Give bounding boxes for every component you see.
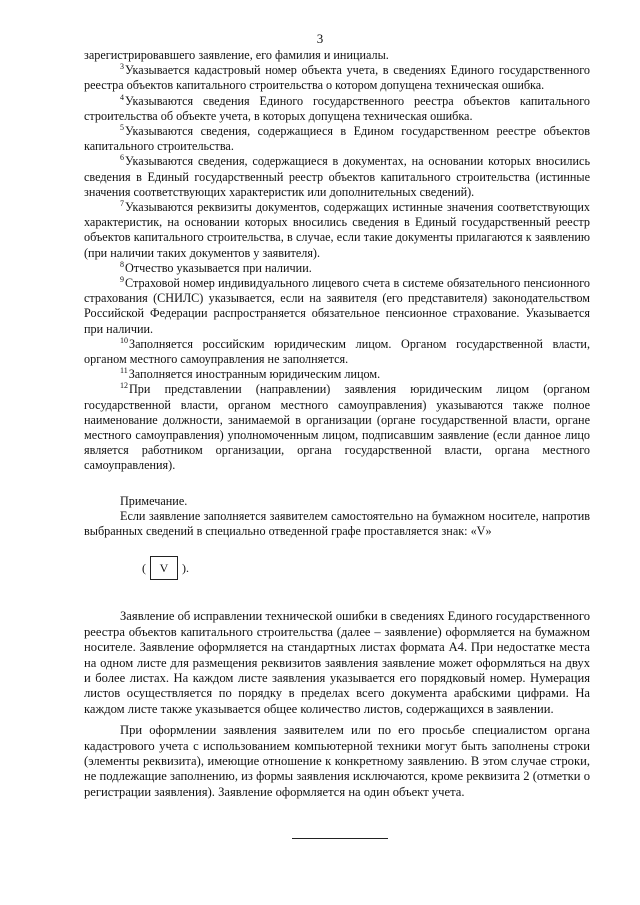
footnote-10 (84, 337, 590, 367)
paren-open: ( (142, 560, 146, 575)
footnote-text: Заполняется иностранным юридическим лицом. (128, 367, 381, 382)
page-number: 3 (316, 31, 324, 46)
footnote-text: Указываются реквизиты документов, содержащих истинные значения соответствующих характеристик, на основании которых вносились сведения в Единый государственный реестр объектов капитального строительства, в случае, если такие документы прилагаются к заявлению (при наличии таких документов у заявителя). (84, 200, 590, 260)
footnote-7 (84, 200, 590, 261)
checkbox-example (138, 553, 590, 583)
footnote-number: 12 (120, 381, 128, 391)
footnote-3 (84, 63, 590, 93)
note-title: Примечание. (120, 493, 188, 508)
body-paragraph-2: При оформлении заявления заявителем или по его просьбе специалистом органа кадастрового учета с использованием компьютерной техники могут быть заполнены строки (элементы реквизита), имеющие отношение к конкретному заявлению. В этом случае строки, не подлежащие заполнению, из формы заявления исключаются, кроме реквизита 2 (отметки о регистрации заявления). Заявление оформляется на один объект учета. (84, 723, 590, 799)
body-paragraph-1: Заявление об исправлении технической ошибки в сведениях Единого государственного реестра объектов капитального строительства (далее – заявление) оформляется на бумажном носителе. Заявление оформляется на стандартных листах формата А4. При недостатке места на одном листе для размещения реквизитов заявления заявление может оформляться на двух и более листах. На каждом листе заявления указывается его порядковый номер. Нумерация листов осуществляется по порядку в пределах всего документа арабскими цифрами. На каждом листе также указывается общее количество листов, содержащихся в заявлении. (84, 609, 590, 716)
footnote-number: 5 (120, 123, 124, 133)
footnote-text: Отчество указывается при наличии. (125, 260, 312, 275)
footnote-text: Указываются сведения Единого государственного реестра объектов капитального строительства об объекте учета, в которых допущена техническая ошибка. (84, 93, 590, 123)
paren-close: ). (182, 560, 189, 575)
note-text: Если заявление заполняется заявителем самостоятельно на бумажном носителе, напротив выбранных сведений в специально отведенной графе проставляется знак: «V» (84, 508, 590, 539)
footnote-text: Заполняется российским юридическим лицом. Органом государственной власти, органом местного самоуправления не заполняется. (84, 336, 590, 367)
footnote-number: 9 (120, 275, 124, 285)
footnote-number: 6 (120, 153, 124, 163)
footnote-text: При представлении (направлении) заявления юридическим лицом (органом государственной власти, органом местного самоуправления) указываются также полное наименование должности, занимаемой в организации (органе государственной власти, органе местного самоуправления) уполномоченным лицом, подписавшим заявление (если данное лицо является работником организации, органа государственной власти, органа местного самоуправления). (84, 382, 590, 473)
footnote-text: Указывается кадастровый номер объекта учета, в сведениях Единого государственного реестра объектов капитального строительства о котором допущена техническая ошибка. (84, 63, 590, 93)
footnote-4 (84, 94, 590, 124)
footnote-11 (84, 367, 590, 382)
footnote-number: 11 (120, 366, 128, 376)
footnote-8 (84, 261, 590, 276)
footnote-number: 4 (120, 92, 124, 102)
footnote-number: 3 (120, 62, 124, 72)
footnote-number: 7 (120, 199, 124, 209)
footnote-5 (84, 124, 590, 154)
footnote-text: Указываются сведения, содержащиеся в Едином государственном реестре объектов капитального строительства. (84, 124, 590, 154)
footnote-12 (84, 382, 590, 473)
footnote-number: 10 (120, 335, 128, 345)
footer-divider-line (292, 838, 388, 839)
footnote-9 (84, 276, 590, 337)
footnote-continuation: зарегистрировавшего заявление, его фамилия и инициалы. (84, 48, 389, 62)
document-content (84, 48, 590, 800)
footnote-text: Указываются сведения, содержащиеся в документах, на основании которых вносились сведения в Единый государственный реестр объектов капитального строительства (истинные значения соответствующих характеристик или дополнительных сведений). (84, 154, 590, 199)
footnote-number: 8 (120, 259, 124, 269)
checkbox-mark-example: V (150, 556, 178, 580)
footnote-text: Страховой номер индивидуального лицевого счета в системе обязательного пенсионного страхования (СНИЛС) указывается, если на заявителя (его представителя) законодательством Российской Федерации распространяется обязательное пенсионное страхование. Указывается при наличии. (84, 276, 590, 336)
footnote-6 (84, 154, 590, 200)
